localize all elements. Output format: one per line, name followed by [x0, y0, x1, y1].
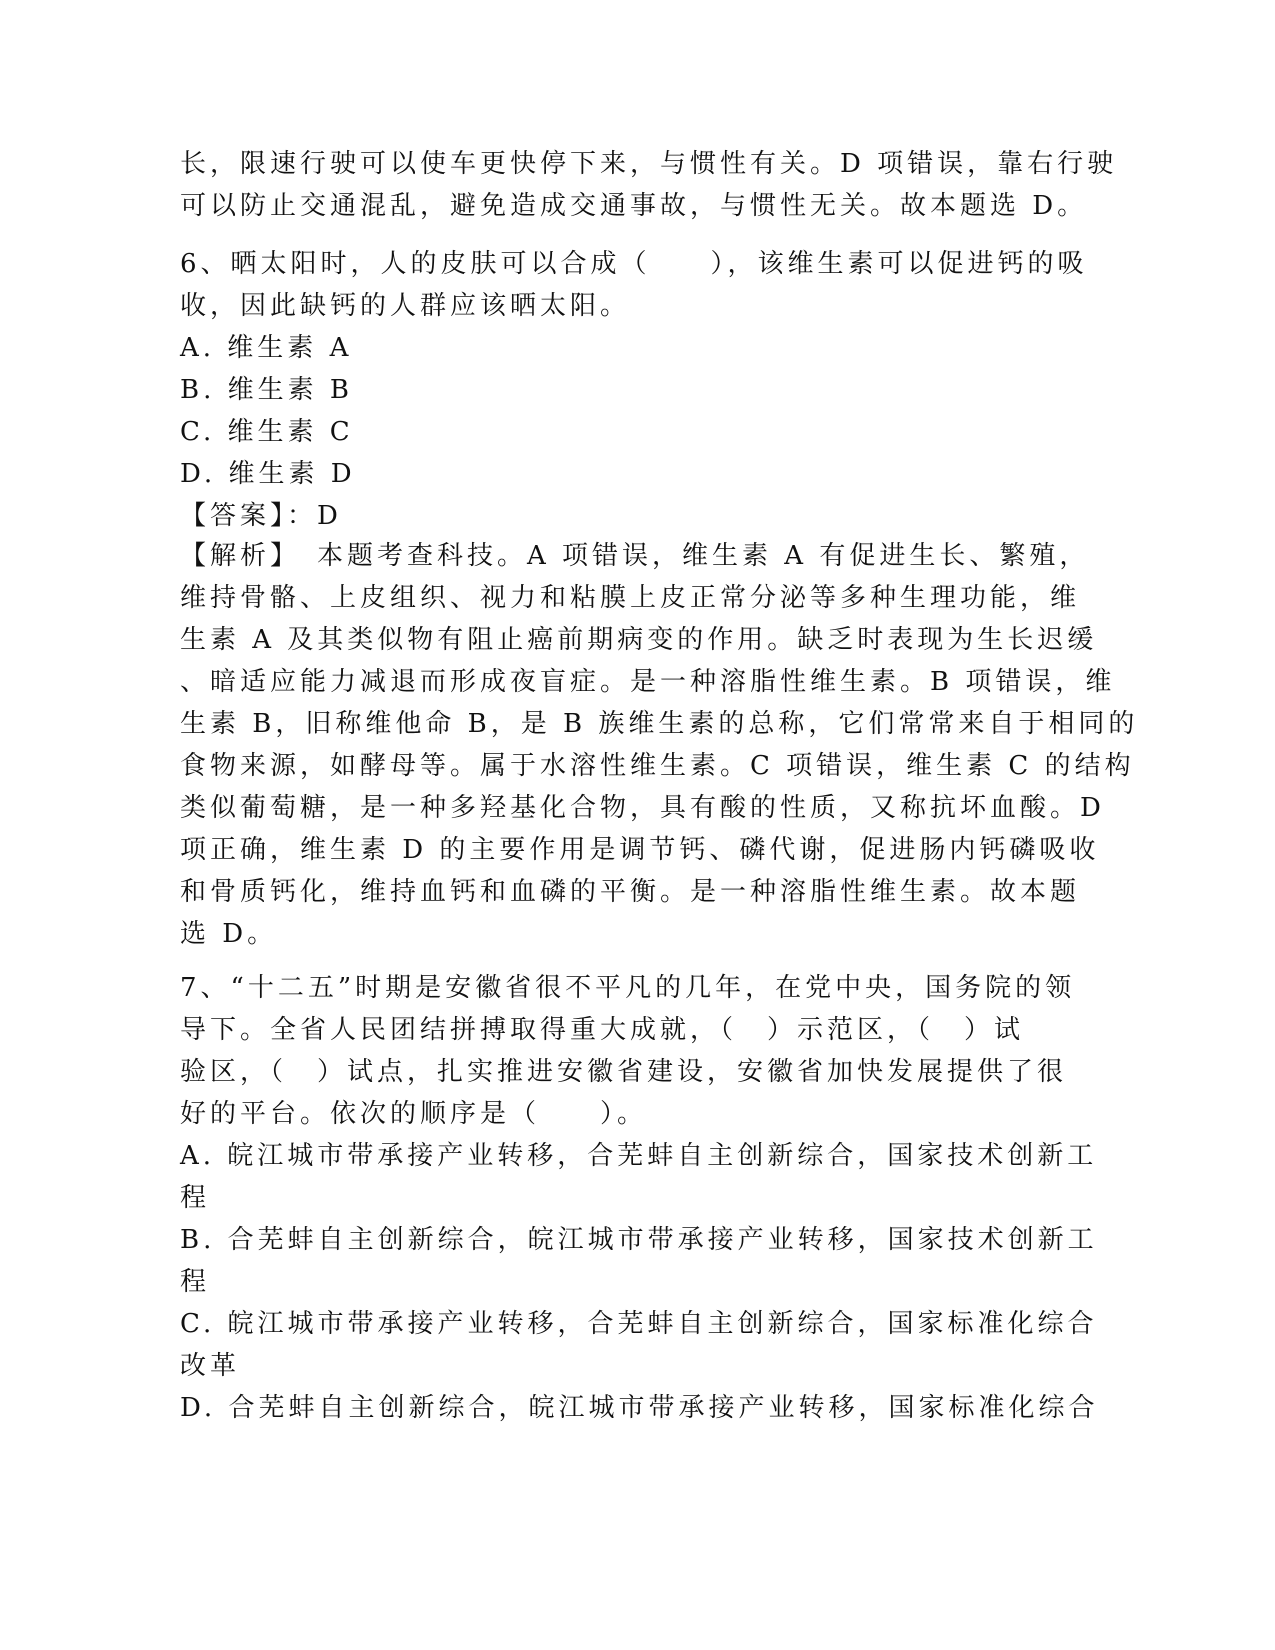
text-line: 食物来源，如酵母等。属于水溶性维生素。C 项错误，维生素 C 的结构: [180, 751, 1135, 781]
previous-explanation-continuation: [180, 143, 1118, 227]
option-d: D. 合芜蚌自主创新综合，皖江城市带承接产业转移，国家标准化综合: [180, 1393, 1099, 1423]
text-line: 可以防止交通混乱，避免造成交通事故，与惯性无关。故本题选 D。: [180, 191, 1088, 221]
text-line: 类似葡萄糖，是一种多羟基化合物，具有酸的性质，又称抗坏血酸。D: [180, 793, 1105, 823]
question-6-options: [180, 327, 1060, 537]
text-line: 导下。全省人民团结拼搏取得重大成就，（ ）示范区，（ ）试: [180, 1015, 1025, 1045]
text-line: 7、“十二五”时期是安徽省很不平凡的几年，在党中央，国务院的领: [180, 973, 1076, 1003]
option-c: C. 维生素 C: [180, 417, 354, 447]
text-line: 项正确，维生素 D 的主要作用是调节钙、磷代谢，促进肠内钙磷吸收: [180, 835, 1100, 865]
question-6-analysis: [180, 535, 1139, 955]
question-7-stem: [180, 967, 1076, 1135]
text-line: 验区，（ ）试点，扎实推进安徽省建设，安徽省加快发展提供了很: [180, 1057, 1068, 1087]
option-b: B. 合芜蚌自主创新综合，皖江城市带承接产业转移，国家技术创新工: [180, 1225, 1098, 1255]
text-line: 生素 A 及其类似物有阻止癌前期病变的作用。缺乏时表现为生长迟缓: [180, 625, 1098, 655]
text-line: 、暗适应能力减退而形成夜盲症。是一种溶脂性维生素。B 项错误，维: [180, 667, 1116, 697]
text-line: 维持骨骼、上皮组织、视力和粘膜上皮正常分泌等多种生理功能，维: [180, 583, 1081, 613]
text-line: 好的平台。依次的顺序是（ ）。: [180, 1099, 648, 1129]
text-line: 6、晒太阳时，人的皮肤可以合成（ ），该维生素可以促进钙的吸: [180, 249, 1088, 279]
option-a: A. 皖江城市带承接产业转移，合芜蚌自主创新综合，国家技术创新工: [180, 1141, 1098, 1171]
option-a: A. 维生素 A: [180, 333, 353, 363]
option-c-wrap: 改革: [180, 1351, 241, 1381]
answer-line: 【答案】：D: [180, 501, 342, 531]
option-b: B. 维生素 B: [180, 375, 354, 405]
option-d: D. 维生素 D: [180, 459, 356, 489]
question-7-options: [180, 1135, 1099, 1429]
text-line: 【解析】 本题考查科技。A 项错误，维生素 A 有促进生长、繁殖，: [180, 541, 1090, 571]
text-line: 长，限速行驶可以使车更快停下来，与惯性有关。D 项错误，靠右行驶: [180, 149, 1118, 179]
option-c: C. 皖江城市带承接产业转移，合芜蚌自主创新综合，国家标准化综合: [180, 1309, 1098, 1339]
option-b-wrap: 程: [180, 1267, 211, 1297]
question-6-stem: [180, 243, 1088, 327]
text-line: 收，因此缺钙的人群应该晒太阳。: [180, 291, 631, 321]
text-line: 和骨质钙化，维持血钙和血磷的平衡。是一种溶脂性维生素。故本题: [180, 877, 1081, 907]
text-line: 选 D。: [180, 919, 278, 949]
text-line: 生素 B，旧称维他命 B，是 B 族维生素的总称，它们常常来自于相同的: [180, 709, 1139, 739]
option-a-wrap: 程: [180, 1183, 211, 1213]
